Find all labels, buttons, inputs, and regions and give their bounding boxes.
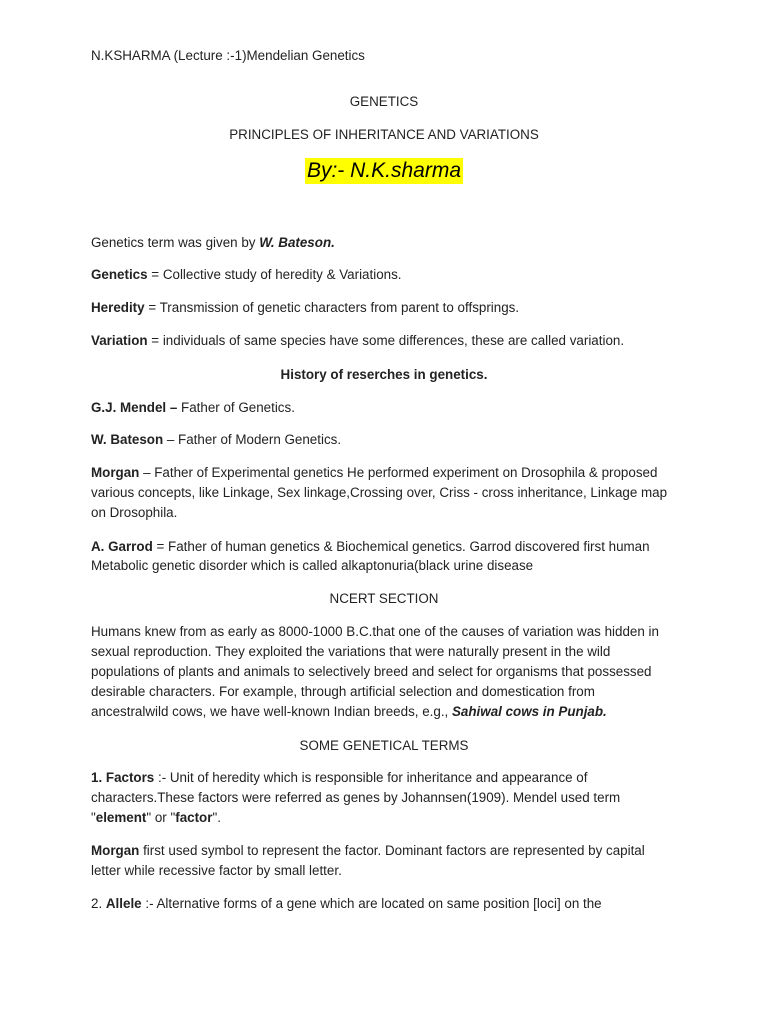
ncert-heading: NCERT SECTION xyxy=(329,591,439,606)
morgan-symbol-line-1 xyxy=(91,841,708,861)
factors-quote-3: ". xyxy=(212,810,221,825)
heredity-label: Heredity xyxy=(91,300,145,315)
terms-heading: SOME GENETICAL TERMS xyxy=(299,738,469,753)
ncert-line-3: populations of plants and animals to selectively breed and select for organisms that possessed xyxy=(91,664,652,679)
ncert-line-5-prefix: ancestralwild cows, we have well-known Indian breeds, e.g., xyxy=(91,704,452,719)
ncert-line-4: desirable characters. For example, through artificial selection and domestication from xyxy=(91,684,595,699)
morgan-entry-line-1 xyxy=(91,463,708,483)
morgan-symbol-label: Morgan xyxy=(91,843,140,858)
morgan-entry-line-2: various concepts, like Linkage, Sex linkage,Crossing over, Criss - cross inheritance, Linkage map xyxy=(91,485,668,500)
morgan-def-1: – Father of Experimental genetics He performed experiment on Drosophila & proposed xyxy=(139,465,658,480)
factors-line-1 xyxy=(91,768,708,788)
page-title: GENETICS xyxy=(349,94,419,109)
bateson-def: – Father of Modern Genetics. xyxy=(163,432,342,447)
allele-def: :- Alternative forms of a gene which are located on same position [loci] on the xyxy=(141,896,602,911)
garrod-label: A. Garrod xyxy=(91,539,153,554)
morgan-entry-line-3: on Drosophila. xyxy=(91,505,178,520)
running-header: N.KSHARMA (Lecture :-1)Mendelian Genetics xyxy=(91,48,365,63)
factors-element: element xyxy=(95,810,147,825)
genetics-definition xyxy=(91,265,708,285)
author-byline: By:- N.K.sharma xyxy=(306,159,462,182)
factors-quote-1: " xyxy=(91,810,96,825)
factors-def-1: :- Unit of heredity which is responsible for inheritance and appearance of xyxy=(154,770,588,785)
intro-term-name: W. Bateson. xyxy=(259,235,335,250)
allele-number: 2. xyxy=(91,896,106,911)
factors-line-2: characters.These factors were referred as genes by Johannsen(1909). Mendel used term xyxy=(91,790,621,805)
page-subtitle: PRINCIPLES OF INHERITANCE AND VARIATIONS xyxy=(229,127,539,142)
variation-definition xyxy=(91,331,708,351)
mendel-entry xyxy=(91,398,708,418)
morgan-label: Morgan xyxy=(91,465,140,480)
allele-label: Allele xyxy=(105,896,142,911)
factors-quote-2: " or " xyxy=(146,810,176,825)
heredity-definition xyxy=(91,298,708,318)
intro-term-prefix: Genetics term was given by xyxy=(91,235,260,250)
variation-def: = individuals of same species have some differences, these are called variation. xyxy=(147,333,625,348)
heredity-def: = Transmission of genetic characters from parent to offsprings. xyxy=(144,300,520,315)
factors-label: 1. Factors xyxy=(91,770,155,785)
morgan-symbol-line-2: letter while recessive factor by small letter. xyxy=(91,863,342,878)
garrod-entry-line-2: Metabolic genetic disorder which is called alkaptonuria(black urine disease xyxy=(91,558,534,573)
garrod-def-1: = Father of human genetics & Biochemical genetics. Garrod discovered first human xyxy=(152,539,650,554)
genetics-def: = Collective study of heredity & Variations. xyxy=(147,267,402,282)
morgan-symbol-def-1: first used symbol to represent the factor. Dominant factors are represented by capital xyxy=(139,843,645,858)
factors-factor: factor xyxy=(175,810,213,825)
byline-row xyxy=(0,158,768,184)
bateson-entry xyxy=(91,430,708,450)
factors-line-3 xyxy=(91,808,708,828)
intro-term-line xyxy=(91,233,708,253)
bateson-label: W. Bateson xyxy=(91,432,164,447)
garrod-entry-line-1 xyxy=(91,537,708,557)
allele-line xyxy=(91,894,708,914)
ncert-line-2: sexual reproduction. They exploited the variations that were naturally present in the wild xyxy=(91,644,611,659)
ncert-line-5 xyxy=(91,702,708,722)
mendel-def: Father of Genetics. xyxy=(177,400,295,415)
ncert-emphasis: Sahiwal cows in Punjab. xyxy=(452,704,607,719)
genetics-label: Genetics xyxy=(91,267,148,282)
mendel-label: G.J. Mendel – xyxy=(91,400,178,415)
history-heading: History of reserches in genetics. xyxy=(280,367,488,382)
variation-label: Variation xyxy=(91,333,148,348)
ncert-line-1: Humans knew from as early as 8000-1000 B.C.that one of the causes of variation was hidden in xyxy=(91,624,659,639)
